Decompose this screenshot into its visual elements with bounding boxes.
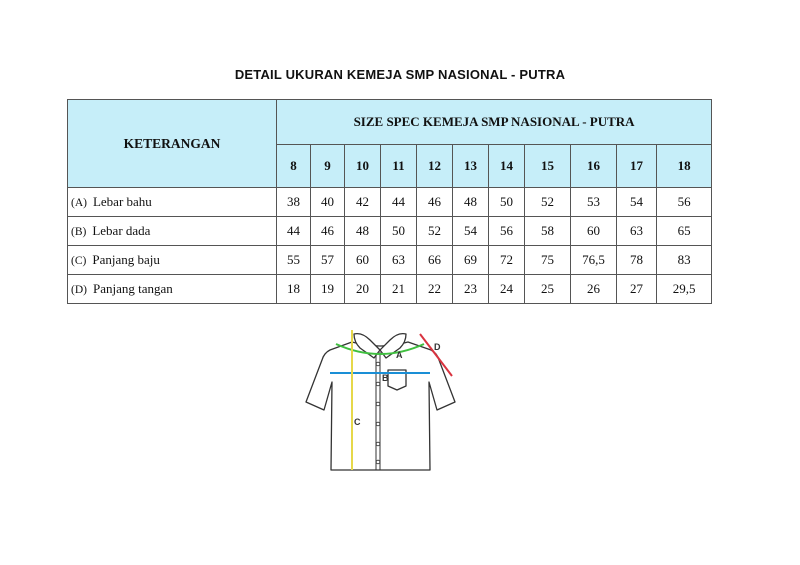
row-label-text: Panjang tangan — [92, 281, 173, 296]
shirt-button — [376, 460, 380, 464]
table-cell: 63 — [617, 217, 657, 246]
table-cell: 55 — [277, 246, 311, 275]
label-c: C — [354, 417, 361, 427]
table-cell: 22 — [417, 275, 453, 304]
row-label — [68, 188, 277, 217]
row-label-text: Lebar bahu — [92, 194, 152, 209]
table-cell: 24 — [489, 275, 525, 304]
table-cell: 46 — [417, 188, 453, 217]
table-cell: 48 — [453, 188, 489, 217]
size-header: 13 — [453, 145, 489, 188]
size-header: 17 — [617, 145, 657, 188]
table-cell: 48 — [345, 217, 381, 246]
table-cell: 76,5 — [571, 246, 617, 275]
shirt-button — [376, 362, 380, 366]
size-header: 9 — [311, 145, 345, 188]
table-cell: 75 — [525, 246, 571, 275]
document-title: DETAIL UKURAN KEMEJA SMP NASIONAL - PUTRA — [234, 67, 566, 82]
row-label-text: Lebar dada — [92, 223, 151, 238]
size-header: 18 — [657, 145, 712, 188]
table-cell: 54 — [453, 217, 489, 246]
table-cell: 44 — [277, 217, 311, 246]
table-cell: 27 — [617, 275, 657, 304]
table-cell: 25 — [525, 275, 571, 304]
row-letter: (D) — [71, 284, 87, 296]
table-cell: 66 — [417, 246, 453, 275]
table-cell: 60 — [571, 217, 617, 246]
table-cell: 50 — [381, 217, 417, 246]
table-cell: 65 — [657, 217, 712, 246]
size-header: 11 — [381, 145, 417, 188]
row-letter: (A) — [71, 197, 87, 209]
table-cell: 60 — [345, 246, 381, 275]
shirt-button — [376, 402, 380, 406]
table-row-panjang-tangan — [68, 275, 712, 304]
size-spec-table — [67, 99, 712, 304]
row-label — [68, 246, 277, 275]
table-cell: 54 — [617, 188, 657, 217]
row-label-text: Panjang baju — [92, 252, 160, 267]
table-cell: 58 — [525, 217, 571, 246]
table-cell: 46 — [311, 217, 345, 246]
table-cell: 78 — [617, 246, 657, 275]
table-row-panjang-baju — [68, 246, 712, 275]
table-cell: 19 — [311, 275, 345, 304]
table-cell: 18 — [277, 275, 311, 304]
label-d: D — [434, 342, 441, 352]
shirt-button — [376, 382, 380, 386]
size-header: 10 — [345, 145, 381, 188]
table-cell: 23 — [453, 275, 489, 304]
table-cell: 69 — [453, 246, 489, 275]
table-cell: 53 — [571, 188, 617, 217]
table-cell: 26 — [571, 275, 617, 304]
row-label — [68, 217, 277, 246]
row-letter: (B) — [71, 226, 87, 238]
table-row-lebar-bahu — [68, 188, 712, 217]
table-cell: 42 — [345, 188, 381, 217]
table-cell: 52 — [417, 217, 453, 246]
label-a: A — [396, 350, 403, 360]
row-letter: (C) — [71, 255, 87, 267]
size-header: 12 — [417, 145, 453, 188]
size-header: 16 — [571, 145, 617, 188]
size-spec-header: SIZE SPEC KEMEJA SMP NASIONAL - PUTRA — [277, 100, 712, 145]
keterangan-header: KETERANGAN — [68, 100, 277, 188]
table-cell: 29,5 — [657, 275, 712, 304]
size-header: 15 — [525, 145, 571, 188]
row-label — [68, 275, 277, 304]
table-cell: 72 — [489, 246, 525, 275]
table-cell: 52 — [525, 188, 571, 217]
table-cell: 21 — [381, 275, 417, 304]
table-cell: 44 — [381, 188, 417, 217]
table-cell: 56 — [489, 217, 525, 246]
table-row-lebar-dada — [68, 217, 712, 246]
table-cell: 50 — [489, 188, 525, 217]
table-cell: 56 — [657, 188, 712, 217]
table-cell: 83 — [657, 246, 712, 275]
size-header: 8 — [277, 145, 311, 188]
size-header: 14 — [489, 145, 525, 188]
label-b: B — [382, 373, 389, 383]
table-cell: 38 — [277, 188, 311, 217]
shirt-button — [376, 422, 380, 426]
table-cell: 40 — [311, 188, 345, 217]
table-cell: 63 — [381, 246, 417, 275]
shirt-measurement-diagram — [300, 320, 460, 472]
table-cell: 20 — [345, 275, 381, 304]
table-cell: 57 — [311, 246, 345, 275]
shirt-button — [376, 442, 380, 446]
